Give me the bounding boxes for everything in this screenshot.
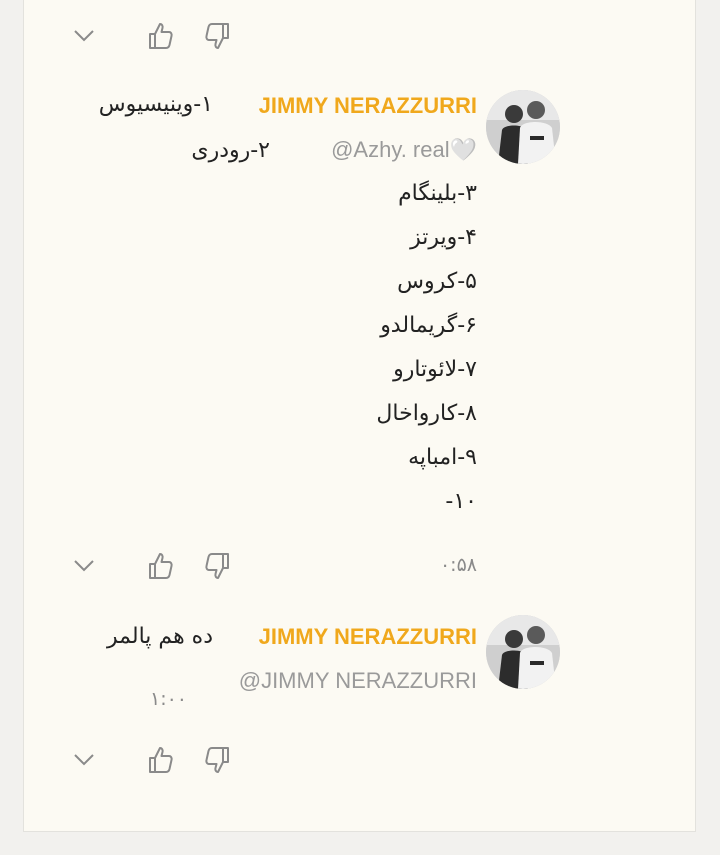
avatar[interactable] (486, 615, 560, 689)
comment-author[interactable]: JIMMY NERAZZURRI (258, 93, 477, 118)
comment-line: ۵-کروس (397, 269, 477, 294)
dislike-button[interactable] (198, 546, 238, 586)
expand-replies-button[interactable] (64, 546, 104, 586)
like-button[interactable] (140, 16, 180, 56)
reply-mention[interactable]: @JIMMY NERAZZURRI (238, 668, 477, 693)
chevron-down-icon (73, 559, 95, 573)
like-button[interactable] (140, 740, 180, 780)
avatar-photo (486, 615, 560, 689)
thumbs-down-icon (203, 21, 233, 51)
thumbs-down-icon (203, 551, 233, 581)
reply-mention[interactable]: @Azhy. real🤍 (331, 137, 477, 162)
chevron-down-icon (73, 29, 95, 43)
thumbs-up-icon (145, 551, 175, 581)
dislike-button[interactable] (198, 16, 238, 56)
expand-replies-button[interactable] (64, 740, 104, 780)
expand-replies-button[interactable] (64, 16, 104, 56)
comment-line: ۸-کارواخال (376, 401, 477, 426)
comment-line: ۶-گریمالدو (380, 313, 477, 338)
comment-timestamp: ۱:۰۰ (150, 688, 188, 710)
thumbs-up-icon (145, 21, 175, 51)
comment-line: ۳-بلینگام (398, 181, 477, 206)
chevron-down-icon (73, 753, 95, 767)
comment-timestamp: ۰:۵۸ (439, 554, 477, 576)
avatar-photo (486, 90, 560, 164)
comment-line: ۱۰- (445, 489, 477, 514)
dislike-button[interactable] (198, 740, 238, 780)
comment-line: ۲-رودری (191, 138, 270, 163)
bottom-divider (0, 845, 720, 855)
comments-panel (23, 0, 696, 832)
comment-line: ۴-ویرتز (410, 225, 477, 250)
comment-line: ۱-وینیسیوس (98, 92, 213, 117)
comment-line: ۹-امباپه (408, 445, 477, 470)
comment-line: ۷-لائوتارو (393, 357, 477, 382)
comment-line: ده هم پالمر (107, 624, 213, 649)
thumbs-up-icon (145, 745, 175, 775)
like-button[interactable] (140, 546, 180, 586)
thumbs-down-icon (203, 745, 233, 775)
avatar[interactable] (486, 90, 560, 164)
comment-author[interactable]: JIMMY NERAZZURRI (258, 624, 477, 649)
